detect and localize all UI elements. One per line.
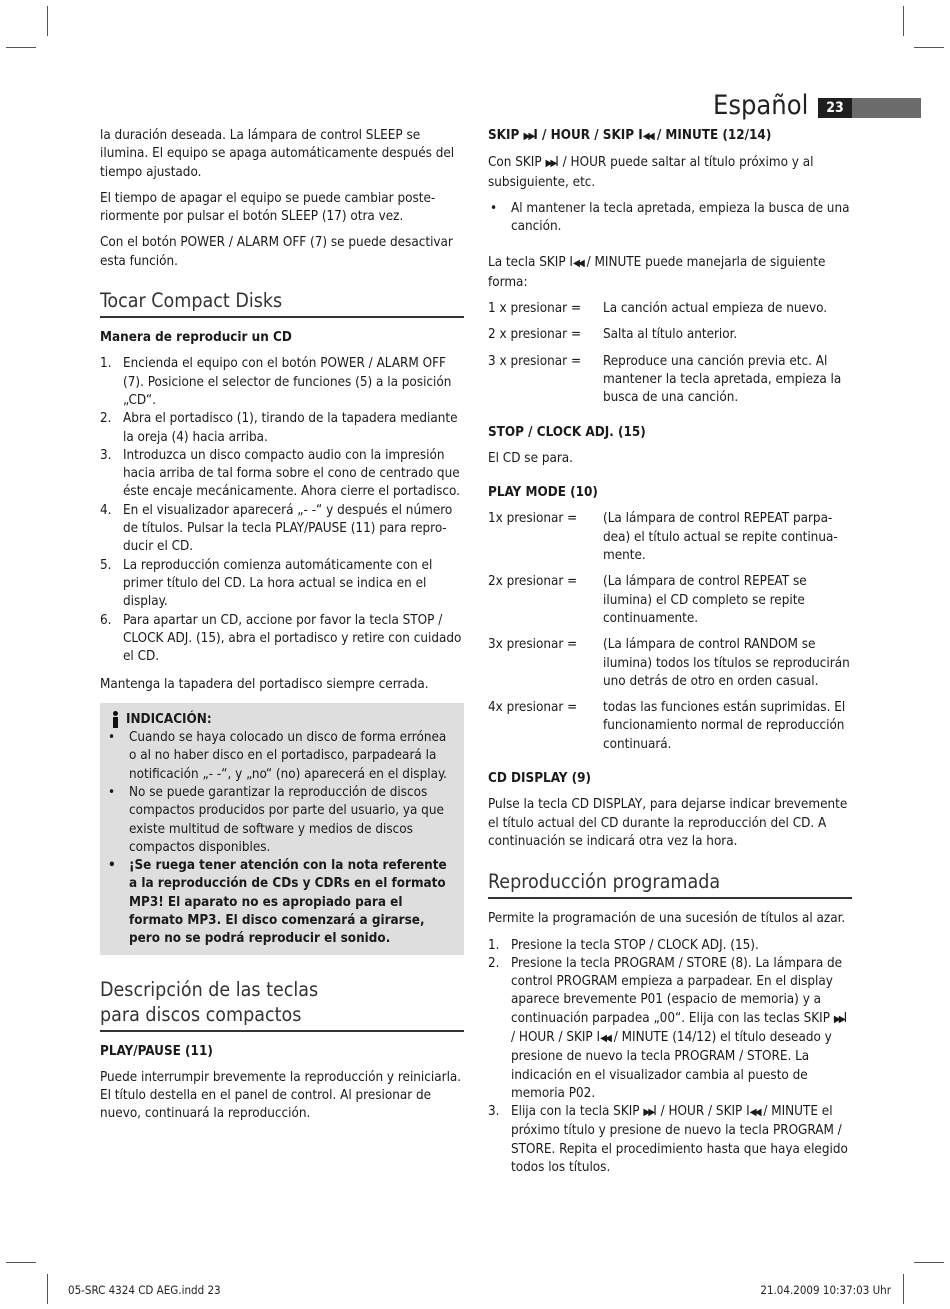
bullet-icon: • <box>490 200 498 216</box>
crop-mark <box>47 6 48 36</box>
paragraph: la duración deseada. La lámpara de control SLEEP se ilumina. El equipo se apaga automáticamente después del tiempo ajustado. <box>100 128 455 180</box>
heading-line: Descripción de las teclas <box>100 977 319 1001</box>
list-text: Al mantener la tecla apretada, empieza la busca de una canción. <box>511 200 850 235</box>
table-row <box>488 699 852 754</box>
list-number: 1. <box>488 937 500 953</box>
crop-mark <box>903 1274 904 1304</box>
text: SKIP <box>488 128 524 143</box>
table-value: Reproduce una canción previa etc. Al mantener la tecla apretada, empieza la busca de una canción. <box>603 353 842 406</box>
note-header <box>106 711 454 729</box>
table-key: 2 x presionar = <box>488 327 582 343</box>
paragraph: Mantenga la tapadera del portadisco siempre cerrada. <box>100 677 429 693</box>
note-title: INDICACIÓN: <box>126 711 212 727</box>
paragraph <box>488 154 852 192</box>
list-number: 3. <box>488 1104 500 1120</box>
paragraph: El CD se para. <box>488 450 574 466</box>
list-text: Abra el portadisco (1), tirando de la tapadera mediante la oreja (4) hacia arriba. <box>123 411 458 445</box>
text: I / HOUR puede saltar al título próximo y al subsiguiente, etc. <box>488 155 814 190</box>
skip-forward-icon: ▶▶ <box>545 158 556 170</box>
skip-back-icon: ◀◀ <box>572 258 583 270</box>
paragraph: Permite la programación de una sucesión de títulos al azar. <box>488 911 846 927</box>
subsection-heading <box>488 127 852 146</box>
list-text: La reproducción comienza automáticamente con el primer título del CD. La hora actual se indica en el display. <box>123 557 433 610</box>
skip-back-icon: ◀◀ <box>749 1107 760 1119</box>
skip-forward-icon: ▶▶ <box>833 1013 844 1025</box>
bullet-icon: • <box>108 730 116 746</box>
crop-mark <box>47 1274 48 1304</box>
list-text: Encienda el equipo con el botón POWER / ALARM OFF (7). Posicione el selector de funciones (5) a la posición „CD“. <box>123 356 452 408</box>
skip-back-icon: ◀◀ <box>600 1032 610 1044</box>
list-item <box>488 937 852 955</box>
bullet-icon: • <box>108 858 116 874</box>
info-icon <box>108 711 122 728</box>
text: Con SKIP <box>488 155 546 171</box>
list-number: 1. <box>100 356 112 372</box>
program-steps <box>488 937 852 1178</box>
list-text: Cuando se haya colocado un disco de forma errónea o al no haber disco en el portadisco, parpadeará la notificación „- -“, y „no“ (no) aparecerá en el display. <box>129 730 447 782</box>
table-row <box>488 636 852 691</box>
list-item <box>106 857 454 948</box>
skip-back-icon: ◀◀ <box>642 131 653 142</box>
table-key: 1 x presionar = <box>488 301 582 317</box>
right-column <box>488 127 852 1187</box>
table-key: 3x presionar = <box>488 637 578 653</box>
list-text: En el visualizador aparecerá „- -“ y después el número de títulos. Pulsar la tecla PLAY/PAUSE (11) para reproducir el CD. <box>123 502 453 555</box>
playmode-table <box>488 510 852 754</box>
subsection-heading: PLAY/PAUSE (11) <box>100 1043 213 1059</box>
skip-forward-icon: ▶▶ <box>643 1107 654 1119</box>
paragraph <box>488 254 852 292</box>
bullet-icon: • <box>108 784 116 800</box>
footer-file: 05-SRC 4324 CD AEG.indd 23 <box>68 1283 221 1297</box>
table-row <box>488 300 852 318</box>
list-text: Presione la tecla STOP / CLOCK ADJ. (15). <box>511 937 759 953</box>
list-item <box>106 784 454 857</box>
section-heading <box>100 977 464 1032</box>
list-text: Presione la tecla PROGRAM / STORE (8). La lámpara de control PROGRAM empieza a parpadear. En el display aparece brevemente P01 (espacio de memoria) y a continuación parpadea „00“. Elija con las teclas SKIP <box>511 955 843 1026</box>
paragraph: Pulse la tecla CD DISPLAY, para dejarse indicar brevemente el título actual del CD durante la reproducción del CD. A continuación se indicará otra vez la hora. <box>488 797 848 849</box>
table-key: 4x presionar = <box>488 700 578 716</box>
heading-line: para discos compactos <box>100 1002 302 1026</box>
list-item <box>100 447 464 502</box>
language-heading: Español <box>713 90 809 121</box>
crop-mark <box>914 1262 944 1263</box>
skip-table <box>488 300 852 407</box>
table-value: todas las funciones están suprimidas. El funcionamiento normal de reproducción continuará. <box>603 700 846 752</box>
list-text: ¡Se ruega tener atención con la nota referente a la reproducción de CDs y CDRs en el formato MP3! El aparato no es apropiado para el formato MP3. El disco comenzará a girarse, pero no se podrá reproducir el sonido. <box>129 858 447 947</box>
subsection-heading: STOP / CLOCK ADJ. (15) <box>488 424 646 440</box>
list-text: I / HOUR / SKIP I <box>653 1104 750 1120</box>
paragraph: Con el botón POWER / ALARM OFF (7) se puede desactivar esta función. <box>100 235 453 269</box>
section-heading: Reproducción programada <box>488 869 852 899</box>
list-number: 2. <box>488 955 500 971</box>
list-item <box>100 410 464 447</box>
list-item <box>100 355 464 410</box>
table-row <box>488 510 852 565</box>
crop-mark <box>914 47 944 48</box>
list-text: / MINUTE (14/12) el título deseado y presione de nuevo la tecla PROGRAM / STORE. La indicación en el visualizador cambia al puesto de memoria P02. <box>511 1029 832 1101</box>
subsection-heading: CD DISPLAY (9) <box>488 771 592 787</box>
skip-forward-icon: ▶▶ <box>523 131 534 142</box>
table-value: (La lámpara de control RANDOM se ilumina) todos los títulos se reproducirán uno detrás de otro en orden casual. <box>603 637 850 689</box>
table-key: 2x presionar = <box>488 574 578 590</box>
list-text: Para apartar un CD, accione por favor la tecla STOP / CLOCK ADJ. (15), abra el portadisco y retire con cuidado el CD. <box>123 612 462 665</box>
list-item <box>488 955 852 1103</box>
text: / MINUTE puede manejarla de siguiente forma: <box>488 255 826 290</box>
table-row <box>488 326 852 344</box>
text: I / HOUR / SKIP I <box>533 128 643 143</box>
table-row <box>488 353 852 408</box>
table-value: (La lámpara de control REPEAT parpadea) el título actual se repite continuamente. <box>603 511 838 564</box>
list-text: / MINUTE el próximo título y presione de nuevo la tecla PROGRAM / STORE. Repita el procedimiento hasta que haya elegido todos los títulos. <box>511 1104 848 1176</box>
list-number: 3. <box>100 447 112 463</box>
list-item <box>100 557 464 612</box>
subsection-heading: PLAY MODE (10) <box>488 485 598 501</box>
subsection-heading: Manera de reproducir un CD <box>100 330 292 346</box>
table-value: La canción actual empieza de nuevo. <box>603 301 828 317</box>
list-item <box>488 1103 852 1177</box>
paragraph: El tiempo de apagar el equipo se puede cambiar posteriormente por pulsar el botón SLEEP (17) otra vez. <box>100 190 436 225</box>
list-number: 4. <box>100 502 112 518</box>
table-value: Salta al título anterior. <box>603 327 738 343</box>
steps-list <box>100 355 464 666</box>
left-column <box>100 127 464 1132</box>
bullet-list <box>488 200 852 237</box>
list-number: 2. <box>100 411 112 427</box>
table-key: 3 x presionar = <box>488 353 582 369</box>
crop-mark <box>903 6 904 36</box>
list-item <box>106 729 454 784</box>
page-number: 23 <box>818 98 852 118</box>
text: / MINUTE (12/14) <box>652 128 772 143</box>
table-row <box>488 573 852 628</box>
list-text: No se puede garantizar la reproducción de discos compactos producidos por parte del usuario, ya que existe multitud de software y medios de discos compactos disponibles. <box>129 784 444 855</box>
list-item <box>100 502 464 557</box>
note-box <box>100 703 464 955</box>
table-value: (La lámpara de control REPEAT se ilumina) el CD completo se repite continuamente. <box>603 574 807 626</box>
list-item <box>488 200 852 237</box>
section-heading: Tocar Compact Disks <box>100 288 464 318</box>
paragraph: Puede interrumpir brevemente la reproducción y reiniciarla. El título destella en el panel de control. Al presionar de nuevo, continuará la reproducción. <box>100 1069 462 1122</box>
list-number: 6. <box>100 612 112 628</box>
list-text: Introduzca un disco compacto audio con la impresión hacia arriba de tal forma sobre el cono de centrado que éste encaje mecánicamente. Ahora cierre el portadisco. <box>123 447 460 500</box>
crop-mark <box>6 47 36 48</box>
list-item <box>100 612 464 667</box>
text: La tecla SKIP I <box>488 255 573 271</box>
list-text: Elija con la tecla SKIP <box>511 1104 644 1120</box>
list-number: 5. <box>100 557 112 573</box>
footer-date: 21.04.2009 10:37:03 Uhr <box>760 1283 891 1297</box>
note-list <box>106 729 454 949</box>
table-key: 1x presionar = <box>488 511 578 527</box>
crop-mark <box>6 1262 36 1263</box>
list-text: I / HOUR / SKIP I <box>511 1010 848 1045</box>
